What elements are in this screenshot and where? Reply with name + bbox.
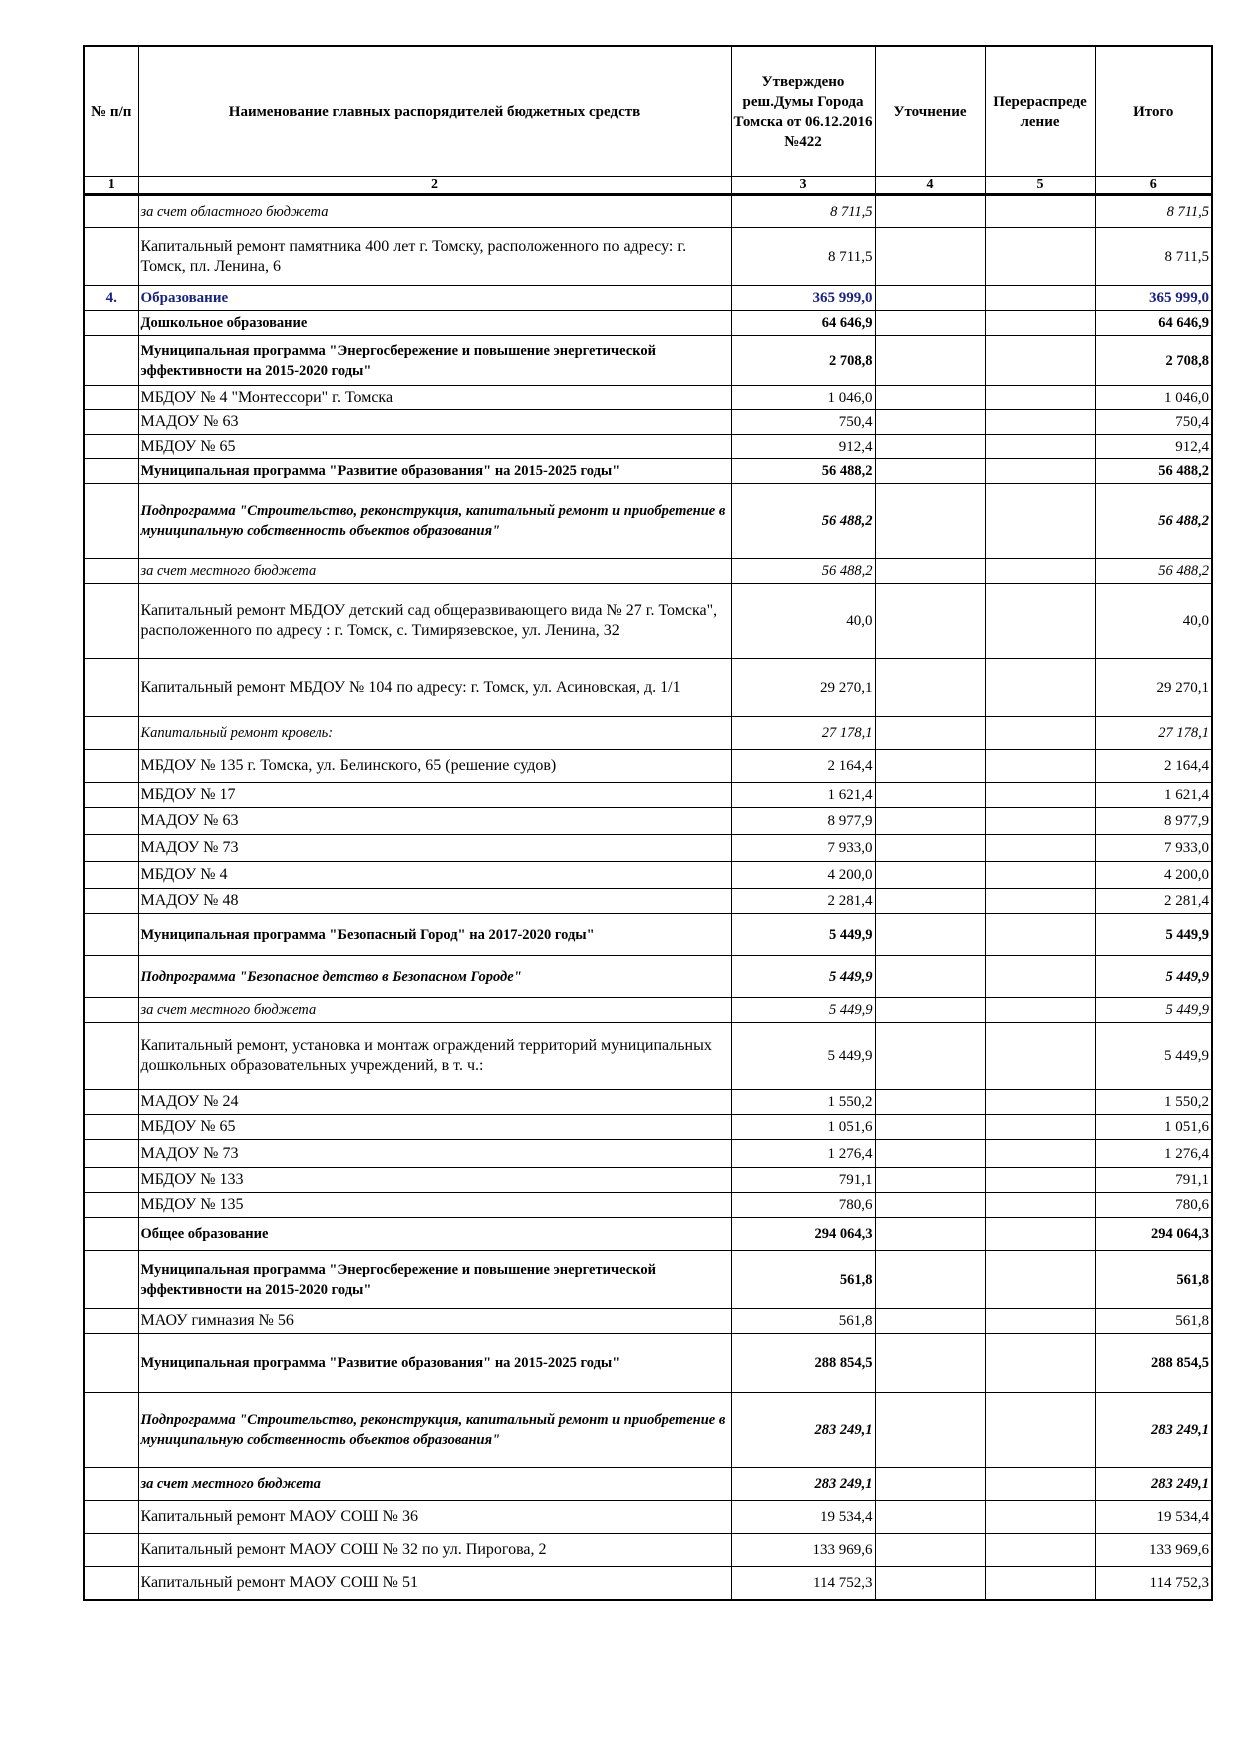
row-approved-cell: 1 621,4 [731, 783, 875, 808]
row-approved-cell: 7 933,0 [731, 835, 875, 862]
row-name-cell: Капитальный ремонт МАОУ СОШ № 51 [138, 1567, 731, 1600]
row-approved-cell: 561,8 [731, 1251, 875, 1309]
row-redistribution-cell [985, 1168, 1095, 1193]
row-total-cell: 27 178,1 [1095, 717, 1212, 750]
row-clarification-cell [875, 808, 985, 835]
row-name-cell: МАДОУ № 73 [138, 1140, 731, 1168]
row-redistribution-cell [985, 1393, 1095, 1468]
row-clarification-cell [875, 998, 985, 1023]
row-number-cell [84, 750, 138, 783]
row-approved-cell: 780,6 [731, 1193, 875, 1218]
row-clarification-cell [875, 1140, 985, 1168]
row-redistribution-cell [985, 1218, 1095, 1251]
table-header-row [84, 46, 1212, 177]
row-name-cell: МАДОУ № 63 [138, 808, 731, 835]
row-approved-cell: 1 051,6 [731, 1115, 875, 1140]
row-approved-cell: 56 488,2 [731, 459, 875, 484]
row-clarification-cell [875, 386, 985, 410]
row-name-cell: МБДОУ № 135 [138, 1193, 731, 1218]
table-row [84, 1023, 1212, 1090]
row-total-cell: 8 711,5 [1095, 195, 1212, 228]
row-total-cell: 283 249,1 [1095, 1393, 1212, 1468]
row-number-cell [84, 1193, 138, 1218]
row-clarification-cell [875, 1193, 985, 1218]
row-redistribution-cell [985, 484, 1095, 559]
table-row [84, 750, 1212, 783]
row-total-cell: 29 270,1 [1095, 659, 1212, 717]
row-total-cell: 912,4 [1095, 435, 1212, 459]
row-total-cell: 2 708,8 [1095, 336, 1212, 386]
row-approved-cell: 5 449,9 [731, 998, 875, 1023]
table-row [84, 1140, 1212, 1168]
row-total-cell: 365 999,0 [1095, 286, 1212, 311]
row-clarification-cell [875, 484, 985, 559]
row-total-cell: 2 281,4 [1095, 889, 1212, 914]
row-clarification-cell [875, 1023, 985, 1090]
row-approved-cell: 4 200,0 [731, 862, 875, 889]
row-total-cell: 1 046,0 [1095, 386, 1212, 410]
table-row [84, 435, 1212, 459]
row-name-cell: МАОУ гимназия № 56 [138, 1309, 731, 1334]
row-redistribution-cell [985, 1193, 1095, 1218]
row-name-cell: МБДОУ № 4 "Монтессори" г. Томска [138, 386, 731, 410]
row-redistribution-cell [985, 1334, 1095, 1393]
row-name-cell: Капитальный ремонт, установка и монтаж ограждений территорий муниципальных дошкольных образовательных учреждений, в т. ч.: [138, 1023, 731, 1090]
row-total-cell: 5 449,9 [1095, 914, 1212, 956]
row-redistribution-cell [985, 783, 1095, 808]
row-name-cell: МБДОУ № 65 [138, 1115, 731, 1140]
row-name-cell: Капитальный ремонт МБДОУ № 104 по адресу: г. Томск, ул. Асиновская, д. 1/1 [138, 659, 731, 717]
row-number-cell [84, 1218, 138, 1251]
table-row [84, 889, 1212, 914]
column-number: 6 [1095, 177, 1212, 195]
row-number-cell [84, 410, 138, 435]
row-approved-cell: 8 711,5 [731, 228, 875, 286]
row-total-cell: 561,8 [1095, 1309, 1212, 1334]
row-approved-cell: 5 449,9 [731, 956, 875, 998]
row-total-cell: 7 933,0 [1095, 835, 1212, 862]
row-number-cell [84, 1468, 138, 1501]
row-total-cell: 561,8 [1095, 1251, 1212, 1309]
row-clarification-cell [875, 914, 985, 956]
budget-table [83, 45, 1213, 1601]
row-total-cell: 5 449,9 [1095, 1023, 1212, 1090]
row-total-cell: 1 051,6 [1095, 1115, 1212, 1140]
row-total-cell: 8 711,5 [1095, 228, 1212, 286]
row-approved-cell: 40,0 [731, 584, 875, 659]
table-row [84, 1251, 1212, 1309]
row-redistribution-cell [985, 1468, 1095, 1501]
row-name-cell: Общее образование [138, 1218, 731, 1251]
row-clarification-cell [875, 435, 985, 459]
table-row [84, 808, 1212, 835]
table-row [84, 1468, 1212, 1501]
row-redistribution-cell [985, 336, 1095, 386]
row-number-cell [84, 808, 138, 835]
row-name-cell: Муниципальная программа "Энергосбережение и повышение энергетической эффективности на 2015-2020 годы" [138, 1251, 731, 1309]
row-clarification-cell [875, 311, 985, 336]
row-approved-cell: 365 999,0 [731, 286, 875, 311]
row-clarification-cell [875, 336, 985, 386]
row-clarification-cell [875, 956, 985, 998]
row-clarification-cell [875, 195, 985, 228]
table-row [84, 228, 1212, 286]
table-body [84, 195, 1212, 1600]
row-total-cell: 133 969,6 [1095, 1534, 1212, 1567]
row-number-cell [84, 386, 138, 410]
row-total-cell: 56 488,2 [1095, 559, 1212, 584]
row-name-cell: МАДОУ № 24 [138, 1090, 731, 1115]
row-redistribution-cell [985, 386, 1095, 410]
row-clarification-cell [875, 410, 985, 435]
row-redistribution-cell [985, 1090, 1095, 1115]
row-name-cell: МБДОУ № 4 [138, 862, 731, 889]
row-name-cell: МАДОУ № 63 [138, 410, 731, 435]
column-number: 5 [985, 177, 1095, 195]
row-number-cell [84, 484, 138, 559]
row-name-cell: Подпрограмма "Строительство, реконструкция, капитальный ремонт и приобретение в муниципальную собственность объектов образования" [138, 1393, 731, 1468]
row-redistribution-cell [985, 1534, 1095, 1567]
row-clarification-cell [875, 286, 985, 311]
row-clarification-cell [875, 889, 985, 914]
row-number-cell [84, 559, 138, 584]
table-row [84, 862, 1212, 889]
row-approved-cell: 114 752,3 [731, 1567, 875, 1600]
table-row [84, 336, 1212, 386]
row-name-cell: Муниципальная программа "Развитие образования" на 2015-2025 годы" [138, 459, 731, 484]
row-approved-cell: 5 449,9 [731, 1023, 875, 1090]
row-approved-cell: 8 977,9 [731, 808, 875, 835]
row-redistribution-cell [985, 914, 1095, 956]
row-redistribution-cell [985, 956, 1095, 998]
row-total-cell: 288 854,5 [1095, 1334, 1212, 1393]
row-name-cell: Капитальный ремонт кровель: [138, 717, 731, 750]
row-number-cell [84, 1309, 138, 1334]
row-approved-cell: 283 249,1 [731, 1468, 875, 1501]
row-number-cell [84, 1393, 138, 1468]
row-number-cell [84, 459, 138, 484]
table-row [84, 659, 1212, 717]
row-approved-cell: 2 281,4 [731, 889, 875, 914]
row-redistribution-cell [985, 1501, 1095, 1534]
row-redistribution-cell [985, 1140, 1095, 1168]
row-name-cell: МБДОУ № 135 г. Томска, ул. Белинского, 65 (решение судов) [138, 750, 731, 783]
row-number-cell [84, 195, 138, 228]
column-number: 4 [875, 177, 985, 195]
row-approved-cell: 1 550,2 [731, 1090, 875, 1115]
row-approved-cell: 750,4 [731, 410, 875, 435]
row-total-cell: 1 276,4 [1095, 1140, 1212, 1168]
row-clarification-cell [875, 1567, 985, 1600]
row-redistribution-cell [985, 1115, 1095, 1140]
row-total-cell: 19 534,4 [1095, 1501, 1212, 1534]
row-clarification-cell [875, 862, 985, 889]
row-approved-cell: 294 064,3 [731, 1218, 875, 1251]
table-row [84, 484, 1212, 559]
row-number-cell [84, 311, 138, 336]
row-total-cell: 64 646,9 [1095, 311, 1212, 336]
row-number-cell [84, 1115, 138, 1140]
column-number-row [84, 177, 1212, 195]
table-row [84, 717, 1212, 750]
row-approved-cell: 133 969,6 [731, 1534, 875, 1567]
row-redistribution-cell [985, 1251, 1095, 1309]
row-total-cell: 4 200,0 [1095, 862, 1212, 889]
row-name-cell: Подпрограмма "Безопасное детство в Безопасном Городе" [138, 956, 731, 998]
row-redistribution-cell [985, 1309, 1095, 1334]
row-name-cell: Муниципальная программа "Энергосбережение и повышение энергетической эффективности на 2015-2020 годы" [138, 336, 731, 386]
row-total-cell: 2 164,4 [1095, 750, 1212, 783]
row-name-cell: МАДОУ № 73 [138, 835, 731, 862]
row-clarification-cell [875, 228, 985, 286]
table-row [84, 835, 1212, 862]
row-number-cell [84, 435, 138, 459]
table-row [84, 286, 1212, 311]
row-name-cell: Подпрограмма "Строительство, реконструкция, капитальный ремонт и приобретение в муниципальную собственность объектов образования" [138, 484, 731, 559]
row-clarification-cell [875, 783, 985, 808]
row-redistribution-cell [985, 228, 1095, 286]
row-clarification-cell [875, 750, 985, 783]
row-total-cell: 1 621,4 [1095, 783, 1212, 808]
row-number-cell [84, 835, 138, 862]
row-redistribution-cell [985, 808, 1095, 835]
row-total-cell: 750,4 [1095, 410, 1212, 435]
header-clarification: Уточнение [875, 46, 985, 177]
row-total-cell: 5 449,9 [1095, 956, 1212, 998]
row-clarification-cell [875, 1090, 985, 1115]
row-redistribution-cell [985, 435, 1095, 459]
row-clarification-cell [875, 1115, 985, 1140]
row-approved-cell: 2 164,4 [731, 750, 875, 783]
row-number-cell [84, 228, 138, 286]
table-row [84, 459, 1212, 484]
row-clarification-cell [875, 559, 985, 584]
row-clarification-cell [875, 1168, 985, 1193]
row-redistribution-cell [985, 559, 1095, 584]
row-name-cell: МБДОУ № 17 [138, 783, 731, 808]
row-clarification-cell [875, 1393, 985, 1468]
row-number-cell [84, 717, 138, 750]
table-row [84, 1193, 1212, 1218]
row-name-cell: Образование [138, 286, 731, 311]
row-approved-cell: 1 276,4 [731, 1140, 875, 1168]
header-approved: Утверждено реш.Думы Города Томска от 06.12.2016 №422 [731, 46, 875, 177]
row-clarification-cell [875, 1251, 985, 1309]
row-redistribution-cell [985, 286, 1095, 311]
row-number-cell [84, 1501, 138, 1534]
row-name-cell: Капитальный ремонт МАОУ СОШ № 32 по ул. Пирогова, 2 [138, 1534, 731, 1567]
row-clarification-cell [875, 1501, 985, 1534]
row-total-cell: 791,1 [1095, 1168, 1212, 1193]
row-name-cell: за счет областного бюджета [138, 195, 731, 228]
row-number-cell [84, 1090, 138, 1115]
row-number-cell [84, 914, 138, 956]
row-number-cell [84, 1140, 138, 1168]
column-number: 2 [138, 177, 731, 195]
row-approved-cell: 1 046,0 [731, 386, 875, 410]
row-clarification-cell [875, 459, 985, 484]
table-row [84, 410, 1212, 435]
table-row [84, 559, 1212, 584]
table-row [84, 1309, 1212, 1334]
row-number-cell [84, 1567, 138, 1600]
row-name-cell: МБДОУ № 133 [138, 1168, 731, 1193]
row-number-cell [84, 1168, 138, 1193]
row-clarification-cell [875, 1468, 985, 1501]
table-row [84, 1168, 1212, 1193]
row-clarification-cell [875, 717, 985, 750]
row-approved-cell: 912,4 [731, 435, 875, 459]
row-redistribution-cell [985, 659, 1095, 717]
row-number-cell [84, 336, 138, 386]
table-row [84, 386, 1212, 410]
row-number-cell [84, 659, 138, 717]
row-total-cell: 780,6 [1095, 1193, 1212, 1218]
row-number-cell [84, 1334, 138, 1393]
row-clarification-cell [875, 1218, 985, 1251]
row-number-cell [84, 1534, 138, 1567]
row-redistribution-cell [985, 1023, 1095, 1090]
table-row [84, 1567, 1212, 1600]
row-approved-cell: 791,1 [731, 1168, 875, 1193]
header-redistribution: Перераспреде ление [985, 46, 1095, 177]
table-row [84, 1534, 1212, 1567]
row-number-cell [84, 783, 138, 808]
row-approved-cell: 56 488,2 [731, 559, 875, 584]
table-row [84, 1090, 1212, 1115]
row-total-cell: 8 977,9 [1095, 808, 1212, 835]
row-number-cell [84, 956, 138, 998]
row-redistribution-cell [985, 1567, 1095, 1600]
row-approved-cell: 29 270,1 [731, 659, 875, 717]
table-row [84, 195, 1212, 228]
row-total-cell: 40,0 [1095, 584, 1212, 659]
row-total-cell: 56 488,2 [1095, 459, 1212, 484]
header-name: Наименование главных распорядителей бюджетных средств [138, 46, 731, 177]
row-redistribution-cell [985, 750, 1095, 783]
row-redistribution-cell [985, 311, 1095, 336]
row-redistribution-cell [985, 410, 1095, 435]
row-clarification-cell [875, 1534, 985, 1567]
row-number-cell: 4. [84, 286, 138, 311]
row-clarification-cell [875, 1334, 985, 1393]
row-redistribution-cell [985, 862, 1095, 889]
row-name-cell: Капитальный ремонт памятника 400 лет г. Томску, расположенного по адресу: г. Томск, пл. Ленина, 6 [138, 228, 731, 286]
row-approved-cell: 2 708,8 [731, 336, 875, 386]
row-name-cell: за счет местного бюджета [138, 998, 731, 1023]
table-row [84, 956, 1212, 998]
row-name-cell: МБДОУ № 65 [138, 435, 731, 459]
column-number: 1 [84, 177, 138, 195]
row-total-cell: 294 064,3 [1095, 1218, 1212, 1251]
row-redistribution-cell [985, 459, 1095, 484]
row-redistribution-cell [985, 998, 1095, 1023]
row-total-cell: 56 488,2 [1095, 484, 1212, 559]
table-row [84, 1334, 1212, 1393]
row-number-cell [84, 1023, 138, 1090]
row-total-cell: 5 449,9 [1095, 998, 1212, 1023]
row-redistribution-cell [985, 889, 1095, 914]
row-approved-cell: 19 534,4 [731, 1501, 875, 1534]
row-clarification-cell [875, 584, 985, 659]
table-row [84, 584, 1212, 659]
column-number: 3 [731, 177, 875, 195]
row-total-cell: 283 249,1 [1095, 1468, 1212, 1501]
row-clarification-cell [875, 835, 985, 862]
table-row [84, 1218, 1212, 1251]
row-approved-cell: 64 646,9 [731, 311, 875, 336]
row-approved-cell: 5 449,9 [731, 914, 875, 956]
row-approved-cell: 8 711,5 [731, 195, 875, 228]
header-number: № п/п [84, 46, 138, 177]
row-name-cell: Капитальный ремонт МАОУ СОШ № 36 [138, 1501, 731, 1534]
row-name-cell: Дошкольное образование [138, 311, 731, 336]
row-total-cell: 1 550,2 [1095, 1090, 1212, 1115]
row-redistribution-cell [985, 584, 1095, 659]
row-total-cell: 114 752,3 [1095, 1567, 1212, 1600]
header-total: Итого [1095, 46, 1212, 177]
row-number-cell [84, 889, 138, 914]
row-name-cell: МАДОУ № 48 [138, 889, 731, 914]
row-clarification-cell [875, 1309, 985, 1334]
row-approved-cell: 27 178,1 [731, 717, 875, 750]
row-approved-cell: 561,8 [731, 1309, 875, 1334]
row-name-cell: за счет местного бюджета [138, 1468, 731, 1501]
row-number-cell [84, 1251, 138, 1309]
row-redistribution-cell [985, 835, 1095, 862]
row-name-cell: Муниципальная программа "Безопасный Город" на 2017-2020 годы" [138, 914, 731, 956]
row-name-cell: за счет местного бюджета [138, 559, 731, 584]
table-row [84, 783, 1212, 808]
row-approved-cell: 56 488,2 [731, 484, 875, 559]
row-name-cell: Муниципальная программа "Развитие образования" на 2015-2025 годы" [138, 1334, 731, 1393]
table-row [84, 1115, 1212, 1140]
row-number-cell [84, 584, 138, 659]
row-redistribution-cell [985, 717, 1095, 750]
row-approved-cell: 283 249,1 [731, 1393, 875, 1468]
row-redistribution-cell [985, 195, 1095, 228]
table-row [84, 914, 1212, 956]
row-number-cell [84, 862, 138, 889]
row-number-cell [84, 998, 138, 1023]
row-clarification-cell [875, 659, 985, 717]
table-row [84, 1393, 1212, 1468]
row-name-cell: Капитальный ремонт МБДОУ детский сад общеразвивающего вида № 27 г. Томска", расположенного по адресу : г. Томск, с. Тимирязевское, ул. Ленина, 32 [138, 584, 731, 659]
table-row [84, 1501, 1212, 1534]
table-row [84, 998, 1212, 1023]
table-row [84, 311, 1212, 336]
row-approved-cell: 288 854,5 [731, 1334, 875, 1393]
